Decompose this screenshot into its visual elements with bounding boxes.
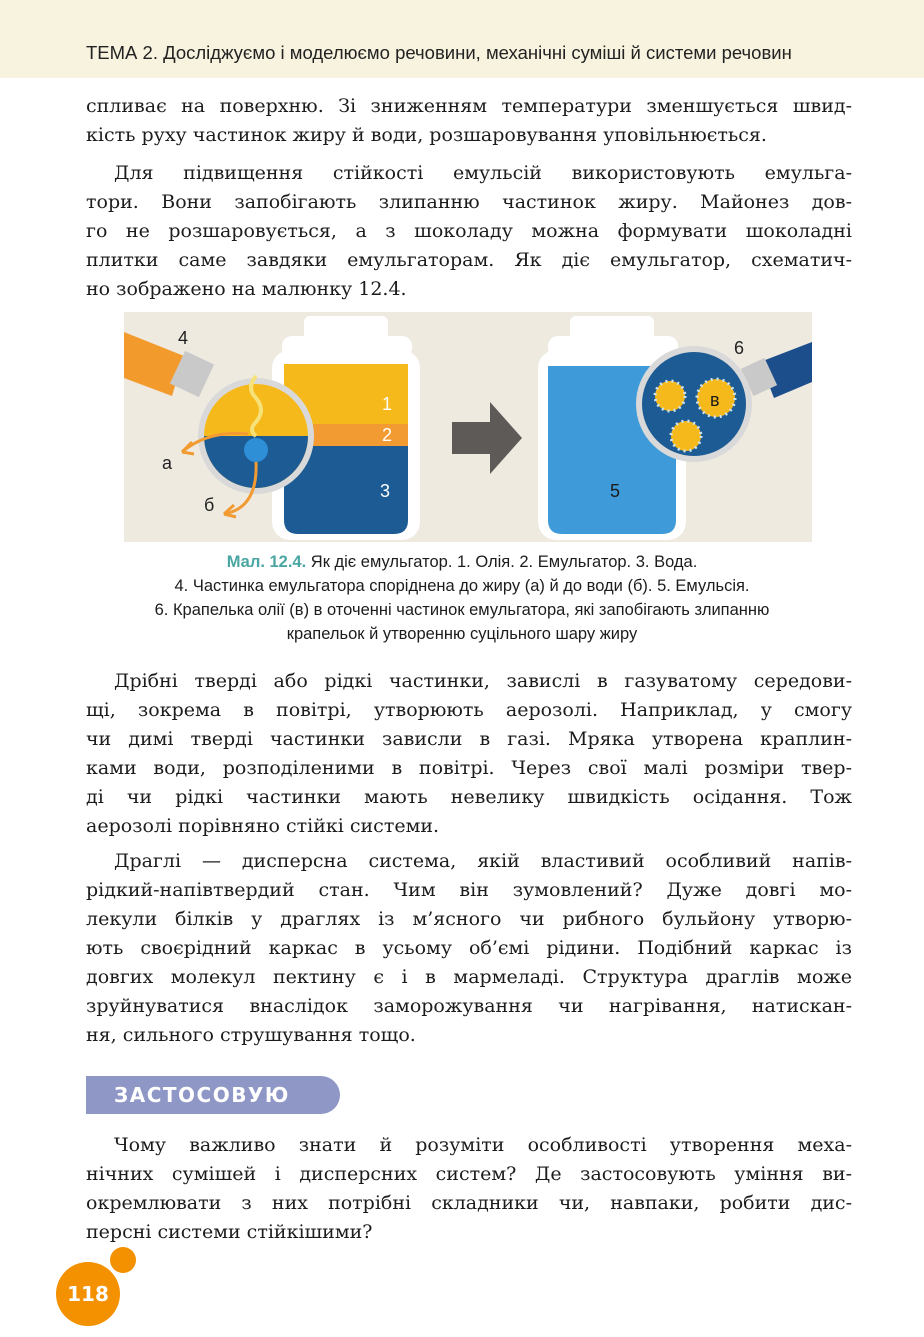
text-line: ками води, розподіленими в повітрі. Через свої малі розміри твер-	[86, 757, 852, 779]
text-line: нічних сумішей і дисперсних систем? Де застосовують уміння ви-	[86, 1163, 852, 1185]
text-line: ють своєрідний каркас в усьому об’ємі рідини. Подібний каркас із	[86, 937, 852, 959]
text-line: щі, зокрема в повітрі, утворюють аерозолі. Наприклад, у смогу	[86, 699, 852, 721]
text-line: кість руху частинок жиру й води, розшаровування уповільнюється.	[86, 124, 767, 146]
section-badge-label: ЗАСТОСОВУЮ	[114, 1083, 290, 1107]
text-line: Для підвищення стійкості емульсій використовують емульга-	[114, 162, 852, 184]
label-a: а	[162, 453, 173, 473]
caption-line	[70, 550, 854, 574]
paragraph-5	[86, 1131, 852, 1247]
text-line: рідкий-напівтвердий стан. Чим він зумовлений? Дуже довгі мо-	[86, 879, 852, 901]
text-line: аерозолі порівняно стійкі системи.	[86, 815, 440, 837]
paragraph-1	[86, 92, 852, 150]
text-line: спливає на поверхню. Зі зниженням температури зменшується швид-	[86, 95, 852, 117]
section-badge-apply	[86, 1076, 340, 1114]
label-6: 6	[734, 338, 745, 358]
text-line: окремлювати з них потрібні складники чи, навпаки, робити дис-	[86, 1192, 852, 1214]
text-line: но зображено на малюнку 12.4.	[86, 278, 407, 300]
text-line: персні системи стійкішими?	[86, 1221, 373, 1243]
text-line: Дрібні тверді або рідкі частинки, завислі в газуватому середови-	[114, 670, 852, 692]
text-line: ді чи рідкі частинки мають невелику швидкість осідання. Тож	[86, 786, 852, 808]
text-line: лекули білків у драглях із м’ясного чи рибного бульйону утворю-	[86, 908, 852, 930]
paragraph-4	[86, 847, 852, 1050]
caption-line: 6. Крапелька олії (в) в оточенні частинок емульгатора, які запобігають злипанню	[154, 601, 770, 619]
caption-line: 4. Частинка емульгатора споріднена до жиру (а) й до води (б). 5. Емульсія.	[174, 577, 750, 595]
text-line: плитки саме завдяки емульгаторам. Як діє емульгатор, схематич-	[86, 249, 852, 271]
label-v: в	[710, 390, 720, 410]
label-1: 1	[382, 394, 393, 414]
label-5: 5	[610, 481, 621, 501]
label-b: б	[204, 495, 215, 515]
text-line: го не розшаровується, а з шоколаду можна формувати шоколадні	[86, 220, 852, 242]
topic-title: ТЕМА 2. Досліджуємо і моделюємо речовини, механічні суміші й системи речовин	[86, 42, 792, 63]
text-line: Чому важливо знати й розуміти особливості утворення меха-	[114, 1134, 852, 1156]
page-number-decoration	[110, 1247, 136, 1273]
figure-caption	[70, 550, 854, 646]
label-2: 2	[382, 425, 393, 445]
page-header	[0, 0, 924, 78]
text-line: зруйнуватися внаслідок заморожування чи нагрівання, натискан-	[86, 995, 852, 1017]
label-4: 4	[178, 328, 189, 348]
paragraph-3	[86, 667, 852, 841]
text-line: Драглі — дисперсна система, якій властивий особливий напів-	[114, 850, 852, 872]
text-line: ня, сильного струшування тощо.	[86, 1024, 416, 1046]
oil-droplet	[655, 381, 685, 411]
emulsifier-figure	[124, 312, 812, 542]
caption-title: Мал. 12.4.	[226, 553, 307, 571]
paragraph-2	[86, 159, 852, 304]
caption-line: крапельок й утворенню суцільного шару жиру	[286, 625, 638, 643]
label-3: 3	[380, 481, 391, 501]
oil-droplet	[671, 421, 701, 451]
caption-text: Як діє емульгатор. 1. Олія. 2. Емульгатор. 3. Вода.	[306, 553, 698, 571]
page-number: 118	[56, 1262, 120, 1326]
text-line: довгих молекул пектину є і в мармеладі. Структура драглів може	[86, 966, 852, 988]
text-line: тори. Вони запобігають злипанню частинок жиру. Майонез дов-	[86, 191, 852, 213]
text-line: чи димі тверді частинки зависли в газі. Мряка утворена краплин-	[86, 728, 852, 750]
